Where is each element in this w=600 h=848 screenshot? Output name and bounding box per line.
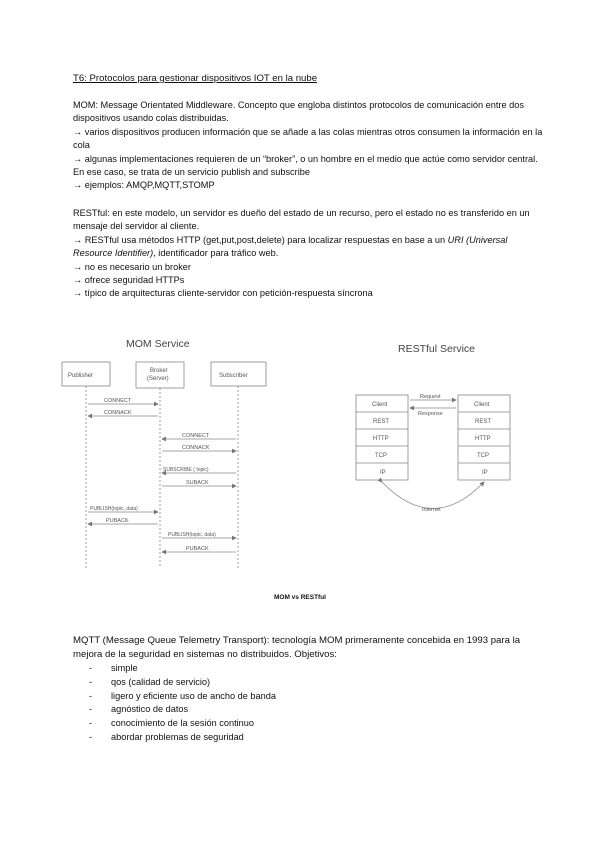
mom-title: MOM Service (126, 338, 190, 350)
client-layer-rest: REST (373, 419, 390, 425)
actor-publisher: Publisher (68, 373, 94, 379)
rest-point-architecture: → típico de arquitecturas cliente-servidor con petición-respuesta síncrona (73, 288, 373, 299)
mom-point-examples: → ejemplos: AMQP,MQTT,STOMP (73, 180, 215, 191)
msg-label-5: SUBSCRIBE ( topic) (163, 467, 209, 473)
bullet-dash: - (89, 663, 93, 673)
mom-paragraph (73, 99, 543, 193)
response-label: Response (418, 411, 443, 417)
rest-paragraph (73, 207, 543, 301)
bullet-dash: - (89, 704, 93, 715)
mom-point-broker: → algunas implementaciones requieren de un “broker”, o un hombre en el medio que actúe como servidor central. En ese caso, se trata de un servicio publish and subscribe (73, 153, 538, 178)
client-layer-tcp: TCP (375, 453, 387, 459)
internet-label: Internet (422, 507, 441, 513)
actor-broker: Broker (150, 368, 168, 374)
msg-label-3: CONNECT (182, 433, 210, 439)
objectives-list (89, 662, 276, 745)
rest-http-text-end: , identificador para tráfico web. (153, 248, 279, 259)
bullet-dash: - (89, 676, 93, 687)
server-layer-ip: IP (482, 470, 488, 476)
actor-broker-server: (Server) (147, 376, 169, 382)
bullet-dash: - (89, 690, 93, 701)
list-item: - ligero y eficiente uso de ancho de banda (89, 690, 276, 704)
mom-point-queues: → varios dispositivos producen información que se añade a las colas mientras otros consumen la información en la cola (73, 126, 543, 151)
server-layer-client: Client (474, 402, 490, 408)
rest-title: RESTful Service (398, 343, 476, 355)
msg-label-10: PUBACK (186, 546, 209, 552)
msg-label-8: PUBACK (106, 518, 129, 524)
client-layer-client: Client (372, 402, 388, 408)
client-layer-http: HTTP (373, 436, 389, 442)
figure-caption: MOM vs RESTful (273, 594, 326, 601)
mom-definition: MOM: Message Orientated Middleware. Concepto que engloba distintos protocolos de comunicación entre dos dispositivos usando colas distribuidas. (73, 100, 524, 124)
server-layer-tcp: TCP (477, 453, 489, 459)
broker-box (136, 362, 184, 388)
list-item: - conocimiento de la sesión continuo (89, 717, 276, 731)
list-item: - agnóstico de datos (89, 703, 276, 717)
list-item: - simple (89, 662, 276, 676)
bullet-dash: - (89, 731, 93, 742)
list-item: - qos (calidad de servicio) (89, 676, 276, 690)
page-title: T6: Protocolos para gestionar dispositivos IOT en la nube (73, 73, 318, 84)
client-layer-ip: IP (380, 470, 386, 476)
server-layer-rest: REST (475, 419, 492, 425)
rest-definition: RESTful: en este modelo, un servidor es dueño del estado de un recurso, pero el estado no es transferido en un mensaje del servidor al cliente. (73, 208, 530, 232)
rest-uri-text: URI (Universal Resource Identifier) (73, 234, 508, 259)
mqtt-paragraph: MQTT (Message Queue Telemetry Transport): tecnología MOM primeramente concebida en 1993 para la mejora de la seguridad en sistemas no distribuidos. Objetivos: (73, 635, 521, 660)
msg-label-6: SUBACK (186, 480, 209, 486)
rest-point-https: → ofrece seguridad HTTPs (73, 275, 185, 286)
msg-label-9: PUBLISH(topic, data) (168, 532, 216, 538)
mom-vs-restful-figure (58, 330, 528, 575)
server-layer-http: HTTP (475, 436, 491, 442)
rest-http-text: → RESTful usa métodos HTTP (get,put,post,delete) para localizar respuestas en base a un (73, 234, 448, 245)
list-item: - abordar problemas de seguridad (89, 731, 276, 745)
rest-point-http (73, 234, 543, 261)
msg-label-7: PUBLISH(topic, data) (90, 506, 138, 512)
msg-label-2: CONNACK (104, 410, 132, 416)
msg-label-4: CONNACK (182, 445, 210, 451)
internet-arc (382, 482, 484, 509)
actor-subscriber: Subscriber (219, 373, 248, 379)
bullet-dash: - (89, 718, 93, 729)
rest-point-broker: → no es necesario un broker (73, 261, 191, 272)
request-label: Request (420, 394, 441, 400)
msg-label-1: CONNECT (104, 398, 132, 404)
